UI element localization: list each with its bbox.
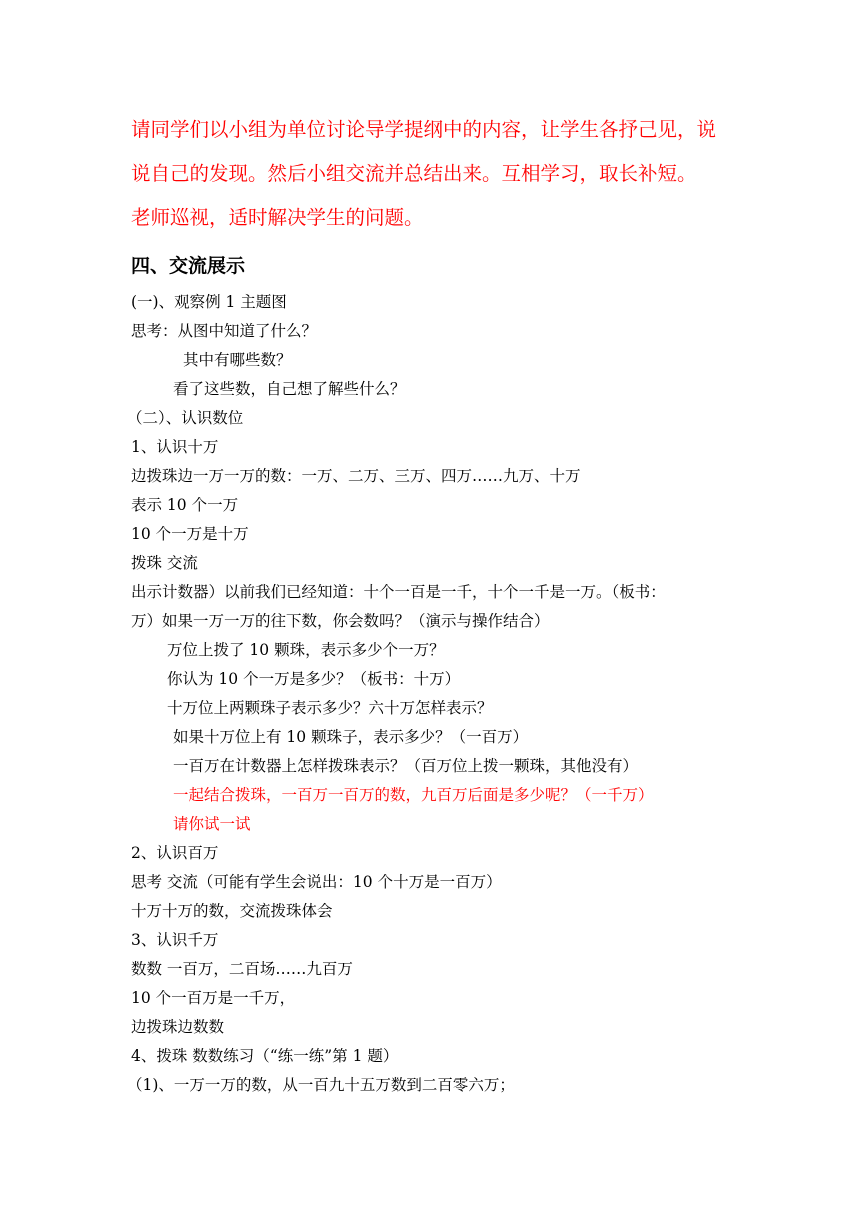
text-line: 数数 一百万，二百场……九百万 (131, 960, 353, 978)
text-line: 边拨珠边数数 (131, 1018, 225, 1036)
text-line: 10 个一百万是一千万， (131, 989, 296, 1007)
text-line: 2、认识百万 (131, 844, 219, 862)
text-line: 思考 交流（可能有学生会说出：10 个十万是一百万） (131, 873, 502, 891)
intro-line: 请同学们以小组为单位讨论导学提纲中的内容，让学生各抒己见，说 (131, 118, 717, 141)
text-line: 拨珠 交流 (131, 554, 198, 572)
text-line: 你认为 10 个一万是多少？（板书：十万） (167, 670, 461, 688)
text-line: 一起结合拨珠，一百万一百万的数，九百万后面是多少呢？（一千万） (173, 786, 654, 804)
text-line: 万位上拨了 10 颗珠，表示多少个一万？ (167, 641, 445, 659)
text-line: 表示 10 个一万 (131, 496, 239, 514)
text-line: 4、拨珠 数数练习（“练一练”第 1 题） (131, 1047, 399, 1065)
text-line: 出示计数器）以前我们已经知道：十个一百是一千，十个一千是一万。（板书： (131, 583, 666, 601)
text-line: （二）、认识数位 (127, 409, 244, 427)
text-line: 10 个一万是十万 (131, 525, 249, 543)
text-line: 边拨珠边一万一万的数：一万、二万、三万、四万……九万、十万 (131, 467, 581, 485)
text-line: 十万位上两颗珠子表示多少？六十万怎样表示？ (167, 699, 493, 717)
intro-line: 说自己的发现。然后小组交流并总结出来。互相学习，取长补短。 (131, 162, 697, 185)
text-line: （1)、一万一万的数，从一百九十五万数到二百零六万； (127, 1076, 515, 1094)
section-heading: 四、交流展示 (131, 255, 246, 277)
intro-line: 老师巡视，适时解决学生的问题。 (131, 206, 424, 229)
text-line: 其中有哪些数？ (183, 351, 292, 369)
text-line: 十万十万的数，交流拨珠体会 (131, 902, 333, 920)
text-line: 如果十万位上有 10 颗珠子，表示多少？（一百万） (173, 728, 529, 746)
text-line: 万）如果一万一万的往下数，你会数吗？（演示与操作结合） (131, 612, 550, 630)
text-line: 思考：从图中知道了什么？ (131, 322, 318, 340)
text-line: 1、认识十万 (131, 438, 219, 456)
text-line: (一)、观察例 1 主题图 (131, 293, 287, 311)
body-lines (127, 288, 831, 1100)
text-line: 看了这些数，自己想了解些什么？ (173, 380, 406, 398)
text-line: 一百万在计数器上怎样拨珠表示？（百万位上拨一颗珠，其他没有） (173, 757, 639, 775)
text-line: 3、认识千万 (131, 931, 219, 949)
text-line: 请你试一试 (173, 815, 251, 833)
intro-paragraph (131, 108, 751, 240)
